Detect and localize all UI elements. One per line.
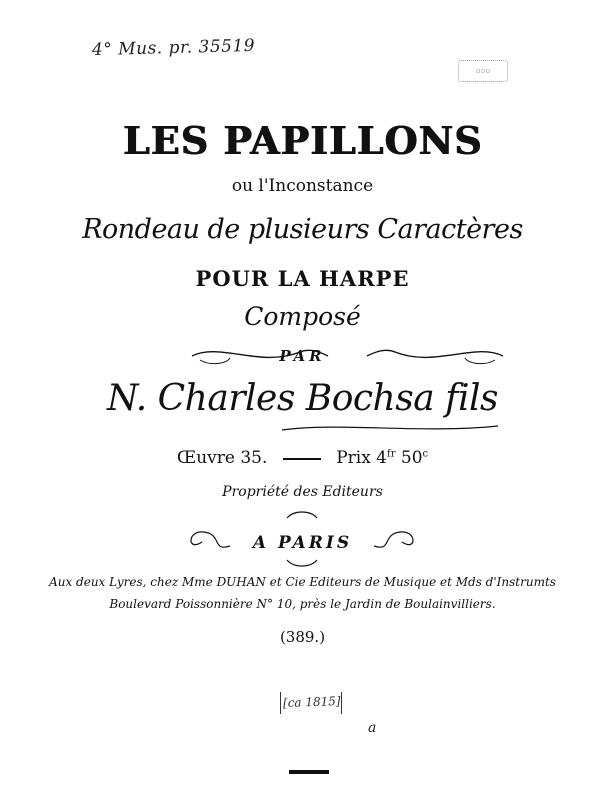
bottom-rule <box>289 770 329 774</box>
opus-price-line <box>0 448 605 468</box>
dash-divider <box>283 458 321 460</box>
pencil-mark: a <box>368 720 377 736</box>
author-underline-flourish <box>280 420 500 440</box>
date-note-handwritten: [ca 1815] <box>282 693 341 711</box>
composed-line: Composé <box>244 302 361 331</box>
library-stamp: ▫▫▫ <box>458 60 508 82</box>
publisher-address-line-2: Boulevard Poissonnière N° 10, près le Jardin de Boulainvilliers. <box>109 597 496 611</box>
plate-number: (389.) <box>279 628 326 646</box>
price: Prix $4^{fr}$ 50$^c$ <box>336 448 429 468</box>
shelfmark-handwritten: 4° Mus. pr. 35519 <box>91 35 256 61</box>
publisher-rights: Propriété des Editeurs <box>222 484 383 500</box>
publication-city: A PARIS <box>252 533 353 553</box>
publisher-address-line-1: Aux deux Lyres, chez Mme DUHAN et Cie Editeurs de Musique et Mds d'Instrumts <box>49 575 556 589</box>
by-label: PAR <box>279 347 326 365</box>
composer-name: N. Charles Bochsa fils <box>107 378 498 419</box>
genre-line: Rondeau de plusieurs Caractères <box>82 214 523 245</box>
opus-number: Œuvre 35. <box>176 448 268 468</box>
instrument-line: POUR LA HARPE <box>195 266 410 291</box>
page-title: LES PAPILLONS <box>122 118 483 163</box>
subtitle: ou l'Inconstance <box>231 176 374 196</box>
